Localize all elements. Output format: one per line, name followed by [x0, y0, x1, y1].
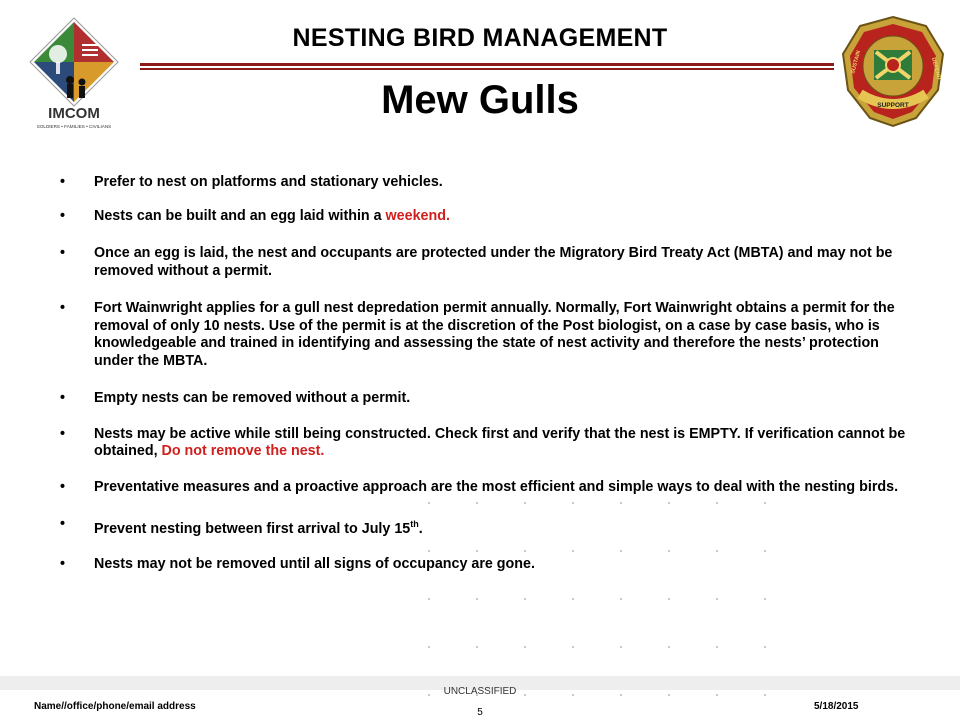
- bullet-highlight-text: weekend: [385, 207, 446, 224]
- bullet-marker: •: [60, 207, 66, 224]
- bullet-trailing-text: .: [445, 207, 450, 224]
- background-dot: [764, 646, 766, 648]
- bullet-trailing-text: .: [418, 520, 423, 537]
- background-dot: [716, 598, 718, 600]
- bullet-text: Prefer to nest on platforms and stationary vehicles.: [94, 174, 443, 190]
- insignia-motto-bottom: SUPPORT: [877, 102, 909, 109]
- footer-date: 5/18/2015: [814, 701, 859, 712]
- bullet-item: [60, 245, 910, 280]
- bullet-text: Empty nests can be removed without a permit.: [94, 390, 411, 406]
- background-dot: [476, 502, 478, 504]
- background-dot: [764, 550, 766, 552]
- bullet-item: [60, 300, 910, 370]
- background-dot: [524, 646, 526, 648]
- background-dot: [476, 646, 478, 648]
- background-dot: [668, 646, 670, 648]
- bullet-text: Prevent nesting between first arrival to July 15: [94, 520, 411, 537]
- header-title: [0, 24, 960, 53]
- background-dot: [620, 598, 622, 600]
- bullet-text: Preventative measures and a proactive approach are the most efficient and simple ways to deal with the nesting birds.: [94, 478, 899, 495]
- background-dot: [476, 598, 478, 600]
- background-dot: [572, 550, 574, 552]
- bullet-marker: •: [60, 245, 66, 261]
- bullet-marker: •: [60, 516, 66, 532]
- background-dot: [428, 646, 430, 648]
- bullet-marker: •: [60, 556, 66, 573]
- background-dot: [572, 502, 574, 504]
- header-rule-thin: [140, 68, 834, 70]
- bullet-text: Fort Wainwright applies for a gull nest depredation permit annually. Normally, Fort Wainwright obtains a permit for the removal of only 10 nests. Use of the permit is at the discretion of the Post biologist, on a case by case basis, who is knowledgeable and trained in identifying and assessing the state of nest activity and therefore the nests’ protection under the MBTA.: [94, 300, 895, 369]
- slide-title: Mew Gulls: [381, 78, 579, 122]
- bullet-marker: •: [60, 174, 66, 190]
- bullet-text: Nests may not be removed until all signs of occupancy are gone.: [94, 556, 535, 573]
- bullet-item: [60, 174, 910, 192]
- background-dot: [716, 550, 718, 552]
- background-dot: [572, 598, 574, 600]
- imcom-logo-tagline: SOLDIERS • FAMILIES • CIVILIANS: [36, 124, 112, 129]
- footer-contact: Name//office/phone/email address: [34, 701, 196, 712]
- background-dot: [524, 598, 526, 600]
- background-dot: [524, 550, 526, 552]
- insignia-motto-right: DEFEND: [930, 56, 942, 81]
- background-dot: [620, 550, 622, 552]
- background-dot: [476, 550, 478, 552]
- background-dot: [572, 646, 574, 648]
- insignia-motto-left: SUSTAIN: [850, 50, 863, 75]
- bullet-trailing-text: .: [320, 443, 325, 459]
- background-dot: [620, 646, 622, 648]
- page-number: 5: [477, 707, 483, 718]
- header-rule: [140, 63, 834, 66]
- background-dot: [716, 502, 718, 504]
- background-dot: [668, 550, 670, 552]
- bullet-item: [60, 208, 910, 226]
- bullet-text: Once an egg is laid, the nest and occupants are protected under the Migratory Bird Treaty Act (MBTA) and may not be removed without a permit.: [94, 245, 893, 279]
- bullet-item: [60, 426, 910, 461]
- background-dot: [668, 598, 670, 600]
- bullet-superscript: th: [410, 519, 419, 529]
- background-dot: [764, 502, 766, 504]
- background-dot-pattern: [420, 490, 800, 700]
- background-dot: [524, 502, 526, 504]
- bullet-marker: •: [60, 425, 66, 442]
- background-dot: [428, 598, 430, 600]
- background-dot: [764, 598, 766, 600]
- background-dot: [668, 502, 670, 504]
- background-dot: [716, 646, 718, 648]
- bullet-text: Nests may be active while still being constructed. Check first and verify that the nest is EMPTY. If verification cannot be obtained,: [94, 425, 906, 459]
- bullet-item: [60, 390, 910, 408]
- bullet-text: Nests can be built and an egg laid within a: [94, 207, 386, 224]
- bullet-marker: •: [60, 390, 66, 406]
- classification-label: UNCLASSIFIED: [443, 686, 517, 697]
- imcom-logo-text: IMCOM: [48, 105, 100, 122]
- bullet-highlight-text: Do not remove the nest: [161, 443, 321, 459]
- background-dot: [428, 502, 430, 504]
- background-dot: [620, 502, 622, 504]
- header-title-text: NESTING BIRD MANAGEMENT: [292, 24, 668, 52]
- bullet-marker: •: [60, 300, 66, 316]
- background-dot: [428, 550, 430, 552]
- bullet-marker: •: [60, 478, 66, 495]
